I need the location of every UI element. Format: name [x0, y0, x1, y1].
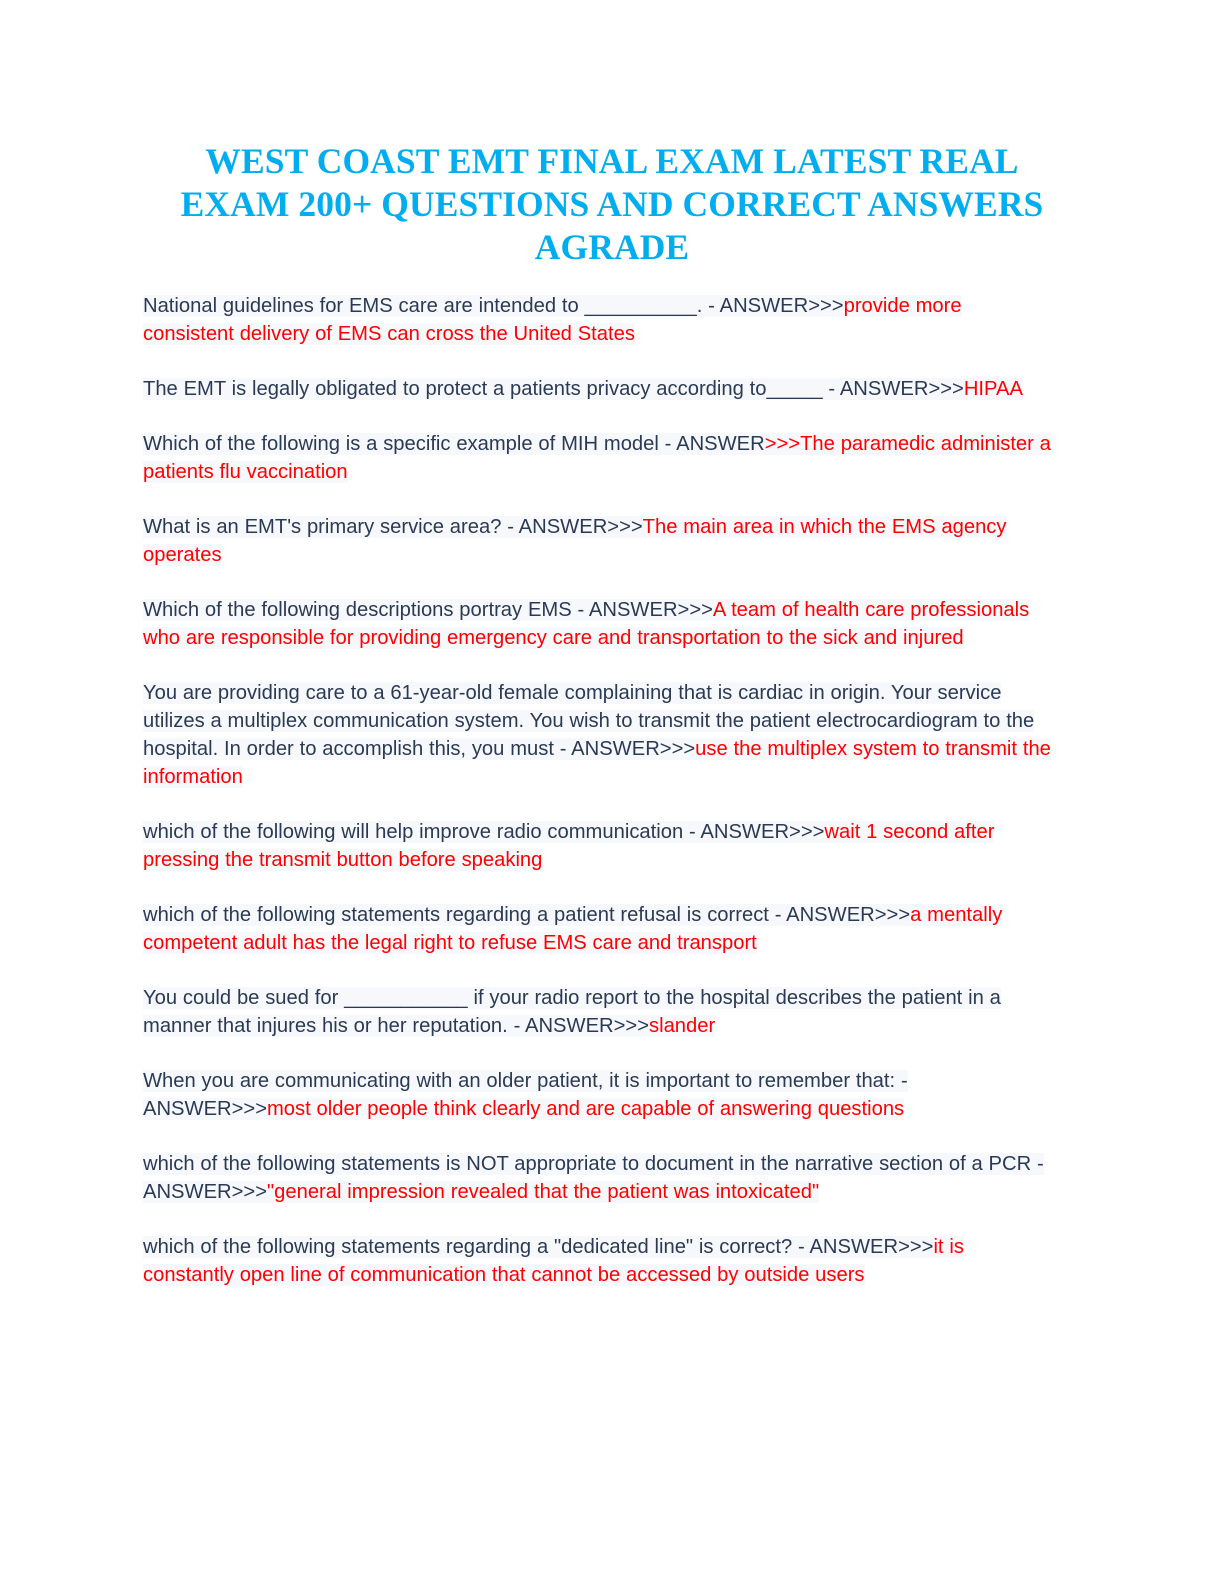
qa-item [143, 901, 1055, 957]
answer-separator: >>> [613, 1015, 649, 1037]
answer-text: A team of health care professionals who are responsible for providing emergency care and transportation to the sick and injured [143, 599, 1030, 649]
answer-separator: >>> [659, 738, 696, 760]
qa-highlight [143, 904, 1002, 954]
qa-list [143, 292, 1055, 1289]
answer-separator: >>> [607, 516, 643, 538]
answer-marker: ANSWER [719, 295, 809, 317]
answer-text: HIPAA [963, 378, 1023, 400]
qa-highlight [143, 1070, 908, 1120]
question-text: You are providing care to a 61-year-old female complaining that is cardiac in origin. Your service utilizes a multiplex communication system. You wish to transmit the patient electrocardiogram to the hospital. In order to accomplish this, you must - [143, 682, 1035, 760]
answer-separator: >>> [677, 599, 713, 621]
qa-highlight [143, 378, 1023, 400]
qa-highlight [143, 987, 1001, 1037]
answer-text: provide more consistent delivery of EMS can cross the United States [143, 295, 962, 345]
qa-highlight [143, 682, 1051, 788]
qa-item [143, 679, 1055, 791]
question-text: National guidelines for EMS care are intended to __________. - [143, 295, 720, 317]
question-text: Which of the following is a specific example of MIH model - [143, 433, 677, 455]
question-text: which of the following will help improve radio communication - [143, 821, 701, 843]
qa-item [143, 513, 1055, 569]
answer-marker: ANSWER [143, 1181, 232, 1203]
answer-marker: ANSWER [839, 378, 929, 400]
question-text: What is an EMT's primary service area? - [143, 516, 519, 538]
answer-text: it is constantly open line of communication that cannot be accessed by outside users [143, 1236, 964, 1286]
answer-text: slander [648, 1015, 716, 1037]
answer-separator: >>> [928, 378, 964, 400]
answer-marker: ANSWER [518, 516, 608, 538]
qa-highlight [143, 1153, 1044, 1203]
question-text: The EMT is legally obligated to protect a patients privacy according to_____ - [143, 378, 840, 400]
answer-marker: ANSWER [700, 821, 790, 843]
answer-separator: >>> [874, 904, 911, 926]
answer-marker: ANSWER [143, 1098, 232, 1120]
qa-highlight [143, 295, 962, 345]
question-text: which of the following statements regarding a patient refusal is correct - [143, 904, 787, 926]
answer-text: "general impression revealed that the patient was intoxicated" [266, 1181, 820, 1203]
answer-marker: ANSWER [525, 1015, 614, 1037]
answer-separator: >>> [898, 1236, 934, 1258]
answer-marker: ANSWER [786, 904, 875, 926]
answer-marker: ANSWER [571, 738, 660, 760]
question-text: You could be sued for ___________ if your radio report to the hospital describes the patient in a manner that injures his or her reputation. - [143, 987, 1001, 1037]
question-text: Which of the following descriptions portray EMS - [143, 599, 589, 621]
question-text: When you are communicating with an older patient, it is important to remember that: - [143, 1070, 908, 1092]
answer-text: a mentally competent adult has the legal right to refuse EMS care and transport [143, 904, 1003, 954]
qa-highlight [143, 599, 1029, 649]
question-text: which of the following statements is NOT appropriate to document in the narrative section of a PCR - [143, 1153, 1044, 1175]
qa-highlight [143, 433, 1051, 483]
answer-text: wait 1 second after pressing the transmit button before speaking [143, 821, 995, 871]
answer-separator: >>> [764, 433, 801, 455]
answer-marker: ANSWER [676, 433, 765, 455]
qa-item [143, 430, 1055, 486]
answer-separator: >>> [789, 821, 825, 843]
answer-text: The paramedic administer a patients flu vaccination [143, 433, 1051, 483]
answer-text: The main area in which the EMS agency operates [143, 516, 1007, 566]
qa-item [143, 596, 1055, 652]
qa-highlight [143, 516, 1007, 566]
qa-highlight [143, 1236, 964, 1286]
question-text: which of the following statements regarding a "dedicated line" is correct? - [143, 1236, 810, 1258]
qa-highlight [143, 821, 994, 871]
answer-marker: ANSWER [588, 599, 678, 621]
answer-separator: >>> [808, 295, 844, 317]
answer-text: most older people think clearly and are capable of answering questions [266, 1098, 905, 1120]
page-title: WEST COAST EMT FINAL EXAM LATEST REAL EXAM 200+ QUESTIONS AND CORRECT ANSWERS AGRADE [180, 141, 1044, 267]
qa-item [143, 1067, 1055, 1123]
qa-item [143, 375, 1055, 403]
qa-item [143, 292, 1055, 348]
answer-marker: ANSWER [809, 1236, 899, 1258]
qa-item [143, 984, 1055, 1040]
answer-text: use the multiplex system to transmit the information [143, 738, 1051, 788]
qa-item [143, 818, 1055, 874]
answer-separator: >>> [231, 1098, 267, 1120]
qa-item [143, 1150, 1055, 1206]
qa-item [143, 1233, 1055, 1289]
answer-separator: >>> [231, 1181, 267, 1203]
